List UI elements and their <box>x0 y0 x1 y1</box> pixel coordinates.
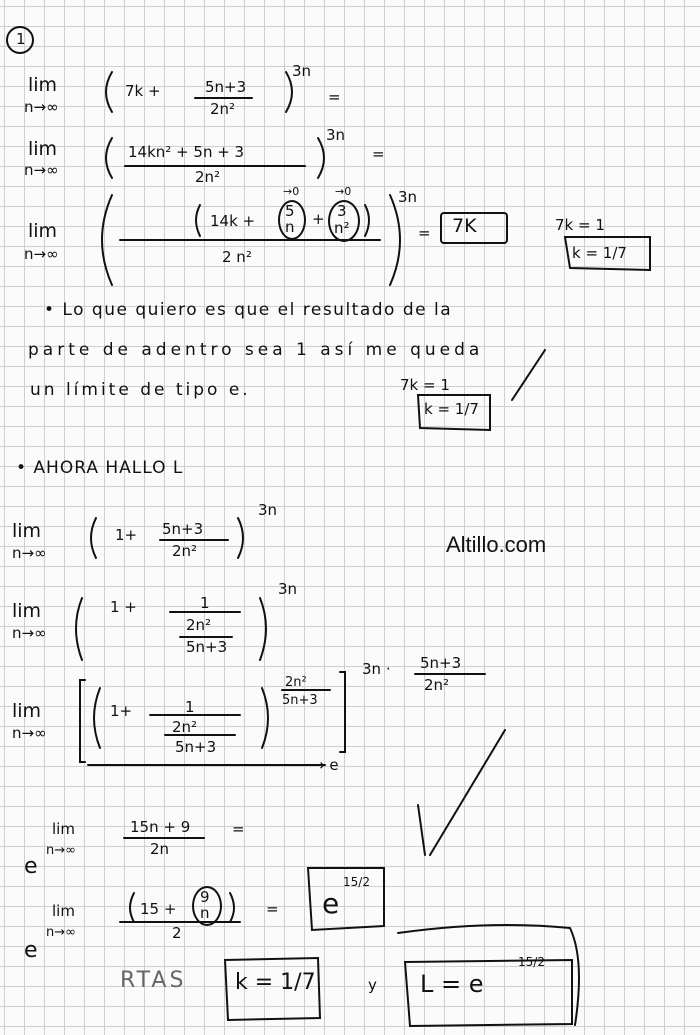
step6-outer-exp-num: 5n+3 <box>420 654 462 672</box>
side-eq-2: k = 1/7 <box>572 244 627 262</box>
lim-label: lim <box>28 138 58 160</box>
answer-label: RTAS <box>120 968 187 993</box>
explanation-line-2: parte de adentro sea 1 así me queda <box>28 340 484 360</box>
lim-label: lim <box>52 820 75 838</box>
step8-exp-den: 2 <box>172 924 182 942</box>
lim-label: lim <box>52 902 75 920</box>
step6-outer-exp: 3n · <box>362 660 391 678</box>
step7-base: e <box>24 854 38 879</box>
step3-num-inner: 14k + <box>210 212 256 230</box>
lim-subscript: n→∞ <box>24 161 59 179</box>
step1-inside: 7k + <box>125 82 161 100</box>
section-heading: • AHORA HALLO L <box>16 458 184 478</box>
step2-equals: = <box>372 145 385 163</box>
step8-exp-num: 15 + <box>140 900 177 918</box>
answer-k: k = 1/7 <box>235 970 316 995</box>
side-note-line-2: k = 1/7 <box>424 400 479 418</box>
lim-label: lim <box>12 700 42 722</box>
step3-plus: + <box>312 210 325 228</box>
step1-equals: = <box>328 88 341 106</box>
side-eq-1: 7k = 1 <box>555 216 605 234</box>
lim-subscript: n→∞ <box>24 245 59 263</box>
lim-subscript: n→∞ <box>12 544 47 562</box>
lim-subscript: n→∞ <box>46 843 76 858</box>
step4-exponent: 3n <box>258 501 278 519</box>
step3-term1-den: n <box>285 218 295 236</box>
explanation-line-3: un límite de tipo e. <box>30 380 251 400</box>
step2-exponent: 3n <box>326 126 346 144</box>
step7-exp-num: 15n + 9 <box>130 818 191 836</box>
step3-term2-num: 3 <box>337 202 347 220</box>
answer-L-exponent: 15/2 <box>518 955 545 969</box>
step4-inside: 1+ <box>115 526 138 544</box>
step7-exp-den: 2n <box>150 840 170 858</box>
lim-subscript: n→∞ <box>46 925 76 940</box>
step8-circ-num: 9 <box>200 888 210 906</box>
lim-label: lim <box>12 600 42 622</box>
step3-equals: = <box>418 224 431 242</box>
step6-outer-exp-den: 2n² <box>424 676 450 694</box>
step6-arrow-e: → e <box>312 756 339 774</box>
lim-label: lim <box>28 220 58 242</box>
arrow-zero-annotation: →0 <box>283 185 300 198</box>
problem-number: 1 <box>16 30 26 48</box>
step4-frac-num: 5n+3 <box>162 520 204 538</box>
step6-inner-exp-den: 5n+3 <box>282 693 318 708</box>
lim-subscript: n→∞ <box>12 724 47 742</box>
step1-exponent: 3n <box>292 62 312 80</box>
explanation-line-1: • Lo que quiero es que el resultado de la <box>44 300 453 320</box>
step8-result-base: e <box>322 887 340 920</box>
step6-inner-num: 2n² <box>172 718 198 736</box>
lim-subscript: n→∞ <box>24 98 59 116</box>
lim-label: lim <box>28 74 58 96</box>
answer-y: y <box>368 976 377 994</box>
step5-inner-num: 2n² <box>186 616 212 634</box>
answer-L: L = e <box>420 970 484 998</box>
side-note-line-1: 7k = 1 <box>400 376 450 394</box>
step3-term2-den: n² <box>334 219 350 237</box>
step5-inner-den: 5n+3 <box>186 638 228 656</box>
step6-frac-num: 1 <box>185 698 195 716</box>
step5-frac-num: 1 <box>200 594 210 612</box>
lim-label: lim <box>12 520 42 542</box>
lim-subscript: n→∞ <box>12 624 47 642</box>
step1-frac-num: 5n+3 <box>205 78 247 96</box>
step8-circ-den: n <box>200 904 210 922</box>
step4-frac-den: 2n² <box>172 542 198 560</box>
step1-frac-den: 2n² <box>210 100 236 118</box>
step5-exponent: 3n <box>278 580 298 598</box>
step2-frac-num: 14kn² + 5n + 3 <box>128 143 245 161</box>
step6-inner-den: 5n+3 <box>175 738 217 756</box>
step6-inside: 1+ <box>110 702 133 720</box>
step5-inside: 1 + <box>110 598 137 616</box>
arrow-zero-annotation: →0 <box>335 185 352 198</box>
step8-result-exponent: 15/2 <box>343 875 370 889</box>
step2-frac-den: 2n² <box>195 168 221 186</box>
step8-base: e <box>24 938 38 963</box>
step7-equals: = <box>232 820 245 838</box>
step3-term1-num: 5 <box>285 202 295 220</box>
brand-watermark: Altillo.com <box>446 532 547 557</box>
step8-equals: = <box>266 900 279 918</box>
step6-inner-exp-num: 2n² <box>285 675 307 690</box>
step3-result: 7K <box>452 215 477 237</box>
step3-exponent: 3n <box>398 188 418 206</box>
step3-denominator: 2 n² <box>222 248 252 266</box>
